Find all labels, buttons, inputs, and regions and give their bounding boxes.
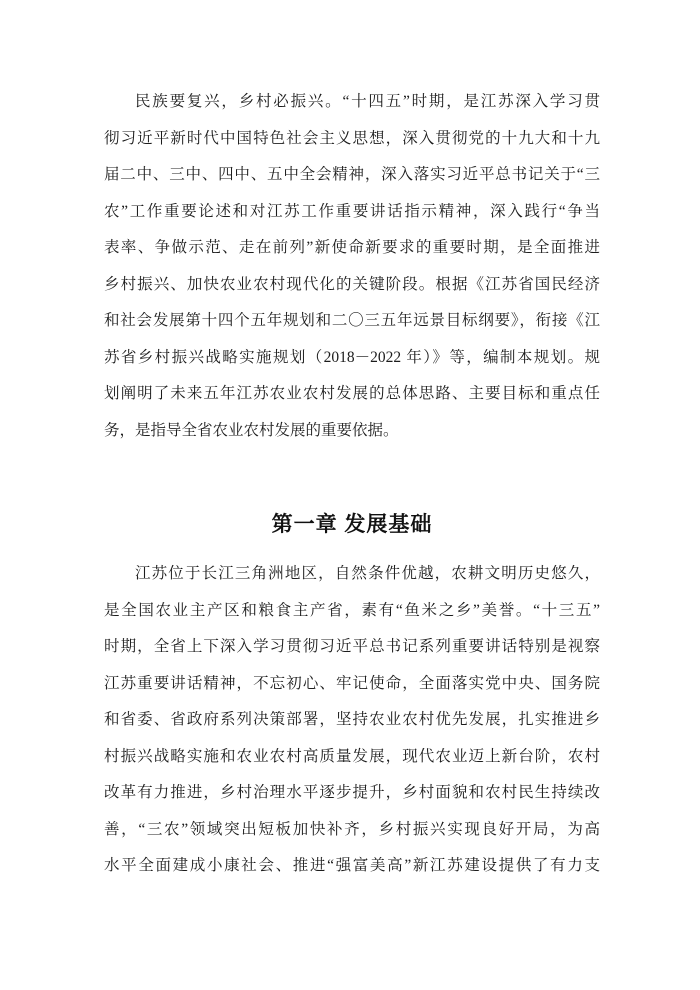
paragraph-line: 善，“三农”领域突出短板加快补齐，乡村振兴实现良好开局，为高 <box>104 820 600 838</box>
intro-paragraph <box>104 84 600 449</box>
paragraph-line: 农”工作重要论述和对江苏工作重要讲话指示精神，深入践行“争当 <box>104 202 600 220</box>
paragraph-line: 江苏重要讲话精神，不忘初心、牢记使命，全面落实党中央、国务院 <box>104 674 600 692</box>
paragraph-line: 务，是指导全省农业农村发展的重要依据。 <box>104 421 399 439</box>
paragraph-line: 民族要复兴，乡村必振兴。“十四五”时期，是江苏深入学习贯 <box>135 93 600 110</box>
paragraph-line: 乡村振兴、加快农业农村现代化的关键阶段。根据《江苏省国民经济 <box>104 275 600 293</box>
paragraph-line: 苏省乡村振兴战略实施规划（2018－2022 年）》等，编制本规划。规 <box>104 348 600 366</box>
paragraph-line: 划阐明了未来五年江苏农业农村发展的总体思路、主要目标和重点任 <box>104 385 600 402</box>
paragraph-line: 时期，全省上下深入学习贯彻习近平总书记系列重要讲话特别是视察 <box>104 638 600 655</box>
paragraph-line: 和社会发展第十四个五年规划和二〇三五年远景目标纲要》，衔接《江 <box>104 312 600 329</box>
paragraph-line: 村振兴战略实施和农业农村高质量发展，现代农业迈上新台阶，农村 <box>104 747 600 765</box>
paragraph-line: 江苏位于长江三角洲地区，自然条件优越，农耕文明历史悠久， <box>135 565 600 582</box>
paragraph-line: 届二中、三中、四中、五中全会精神，深入落实习近平总书记关于“三 <box>104 166 600 183</box>
paragraph-line: 彻习近平新时代中国特色社会主义思想，深入贯彻党的十九大和十九 <box>104 129 600 147</box>
paragraph-line: 水平全面建成小康社会、推进“强富美高”新江苏建设提供了有力支 <box>104 857 600 874</box>
paragraph-line: 改革有力推进，乡村治理水平逐步提升，乡村面貌和农村民生持续改 <box>104 784 600 801</box>
chapter-heading: 第一章 发展基础 <box>271 513 433 536</box>
paragraph-line: 是全国农业主产区和粮食主产省，素有“鱼米之乡”美誉。“十三五” <box>104 601 600 619</box>
paragraph-line: 和省委、省政府系列决策部署，坚持农业农村优先发展，扎实推进乡 <box>104 711 600 728</box>
paragraph-line: 表率、争做示范、走在前列”新使命新要求的重要时期，是全面推进 <box>104 239 600 256</box>
chapter-paragraph <box>104 556 600 885</box>
